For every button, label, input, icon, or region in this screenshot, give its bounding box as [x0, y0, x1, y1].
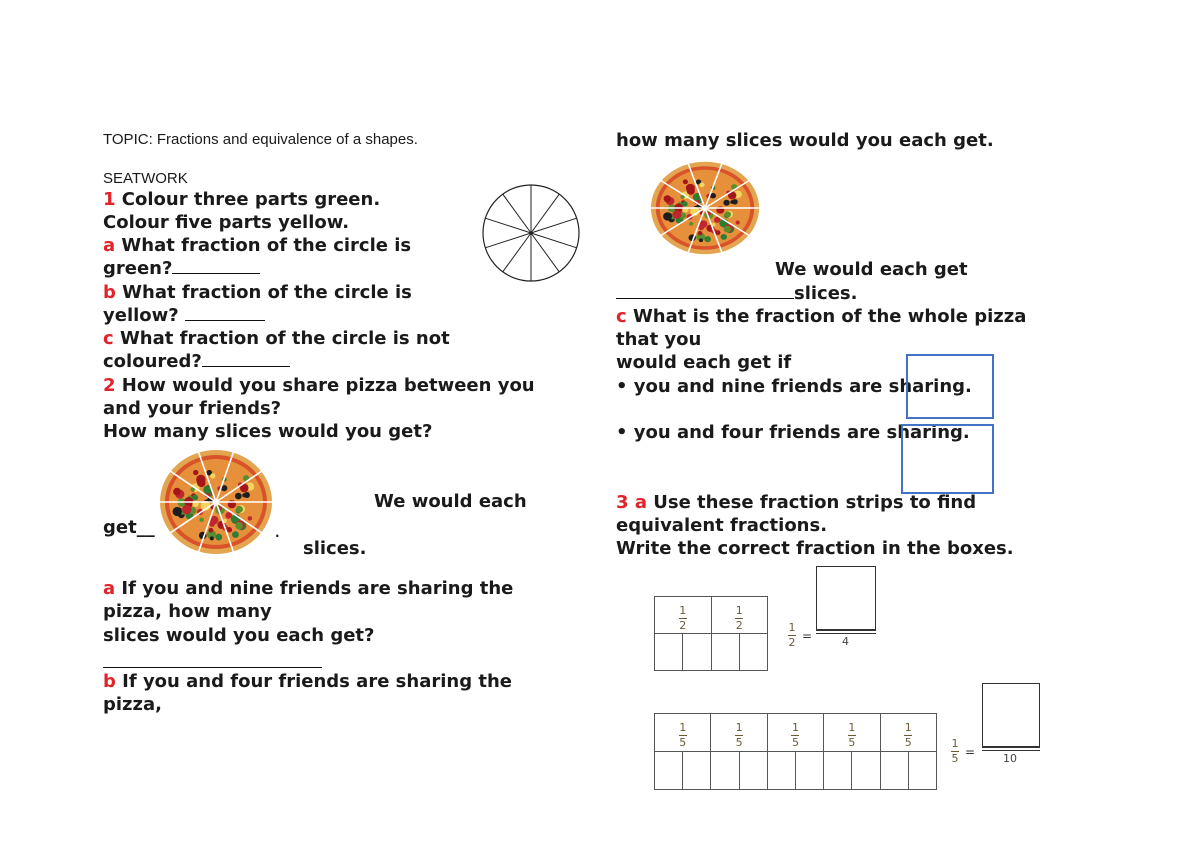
equation-fifth: 1 5 =: [951, 737, 976, 765]
q3-line1: 3 a Use these fraction strips to find: [616, 492, 977, 513]
q1-line1: 1 Colour three parts green.: [103, 189, 381, 210]
q2a-line1: a If you and nine friends are sharing the: [103, 578, 514, 599]
q2-line3: How many slices would you get?: [103, 421, 433, 442]
answer-blank[interactable]: [202, 350, 290, 367]
half-cell: $\frac{1}{2}$: [711, 597, 768, 634]
qc-line1: c What fraction of the circle is not: [103, 328, 450, 349]
q3-line3: Write the correct fraction in the boxes.: [616, 538, 1014, 559]
slices-line: slices.: [616, 282, 857, 305]
tenth-cell[interactable]: [908, 752, 936, 790]
answer-box-nine[interactable]: [906, 354, 994, 419]
denominator-text: 10: [1003, 752, 1017, 765]
tenth-cell[interactable]: [852, 752, 880, 790]
topic-line: TOPIC: Fractions and equivalence of a shapes.: [103, 131, 418, 148]
qb-line2: yellow?: [103, 304, 265, 327]
fifth-cell: $\frac{1}{5}$: [711, 714, 767, 752]
qc-line2: coloured?: [103, 350, 290, 373]
fifths-strip: [654, 713, 937, 790]
q2a-line3: slices would you each get?: [103, 625, 375, 646]
q2b-line1: b If you and four friends are sharing the: [103, 671, 512, 692]
fifth-cell: $\frac{1}{5}$: [655, 714, 711, 752]
pizza-image: [649, 160, 761, 256]
rqc-line3: would each get if: [616, 352, 792, 373]
tenth-cell[interactable]: [683, 752, 711, 790]
halves-strip: [654, 596, 768, 671]
tenth-cell[interactable]: [711, 752, 739, 790]
qb-line1: b What fraction of the circle is: [103, 282, 412, 303]
tenth-cell[interactable]: [824, 752, 852, 790]
quarter-cell[interactable]: [655, 634, 683, 671]
denominator-text: 4: [842, 635, 849, 648]
half-cell: $\frac{1}{2}$: [655, 597, 712, 634]
q1-line2: Colour five parts yellow.: [103, 212, 350, 233]
fraction-bar: [982, 747, 1040, 751]
fifth-cell: $\frac{1}{5}$: [767, 714, 823, 752]
tenth-cell[interactable]: [739, 752, 767, 790]
we-would-each-text: We would each: [374, 491, 527, 512]
quarter-cell[interactable]: [683, 634, 711, 671]
q2-line2: and your friends?: [103, 398, 282, 419]
fraction-bar: [816, 630, 876, 634]
q3-line2: equivalent fractions.: [616, 515, 828, 536]
quarter-cell[interactable]: [711, 634, 739, 671]
numerator-box-fifth[interactable]: [982, 683, 1040, 747]
equation-half: 1 2 =: [788, 621, 813, 649]
we-would-each-get-text: We would each get: [775, 259, 968, 280]
bullet-four-friends: • you and four friends are sharing.: [616, 422, 970, 443]
fraction-circle: [481, 183, 581, 283]
get-text: get__: [103, 517, 155, 538]
fifth-cell: $\frac{1}{5}$: [824, 714, 880, 752]
numerator-box-half[interactable]: [816, 566, 876, 630]
fifth-cell: $\frac{1}{5}$: [880, 714, 937, 752]
q2a-line2: pizza, how many: [103, 601, 272, 622]
tenth-cell[interactable]: [655, 752, 683, 790]
rqc-line2: that you: [616, 329, 702, 350]
slices-text: slices.: [303, 538, 367, 559]
answer-blank[interactable]: [172, 257, 260, 274]
answer-line[interactable]: [103, 667, 322, 668]
bullet-nine-friends: • you and nine friends are sharing.: [616, 376, 972, 397]
q2b-line2: pizza,: [103, 694, 162, 715]
rqc-line1: c What is the fraction of the whole pizza: [616, 306, 1027, 327]
tenth-cell[interactable]: [795, 752, 823, 790]
answer-blank[interactable]: [185, 304, 265, 321]
quarter-cell[interactable]: [739, 634, 767, 671]
tenth-cell[interactable]: [767, 752, 795, 790]
pizza-image: [158, 448, 274, 556]
qa-line1: a What fraction of the circle is: [103, 235, 412, 256]
qa-line2: green?: [103, 257, 260, 280]
right-line1: how many slices would you each get.: [616, 130, 994, 151]
answer-blank[interactable]: [616, 282, 794, 299]
tenth-cell[interactable]: [880, 752, 908, 790]
dot-text: .: [275, 526, 280, 540]
q2-line1: 2 How would you share pizza between you: [103, 375, 535, 396]
answer-box-four[interactable]: [901, 424, 994, 494]
seatwork-label: SEATWORK: [103, 170, 188, 187]
